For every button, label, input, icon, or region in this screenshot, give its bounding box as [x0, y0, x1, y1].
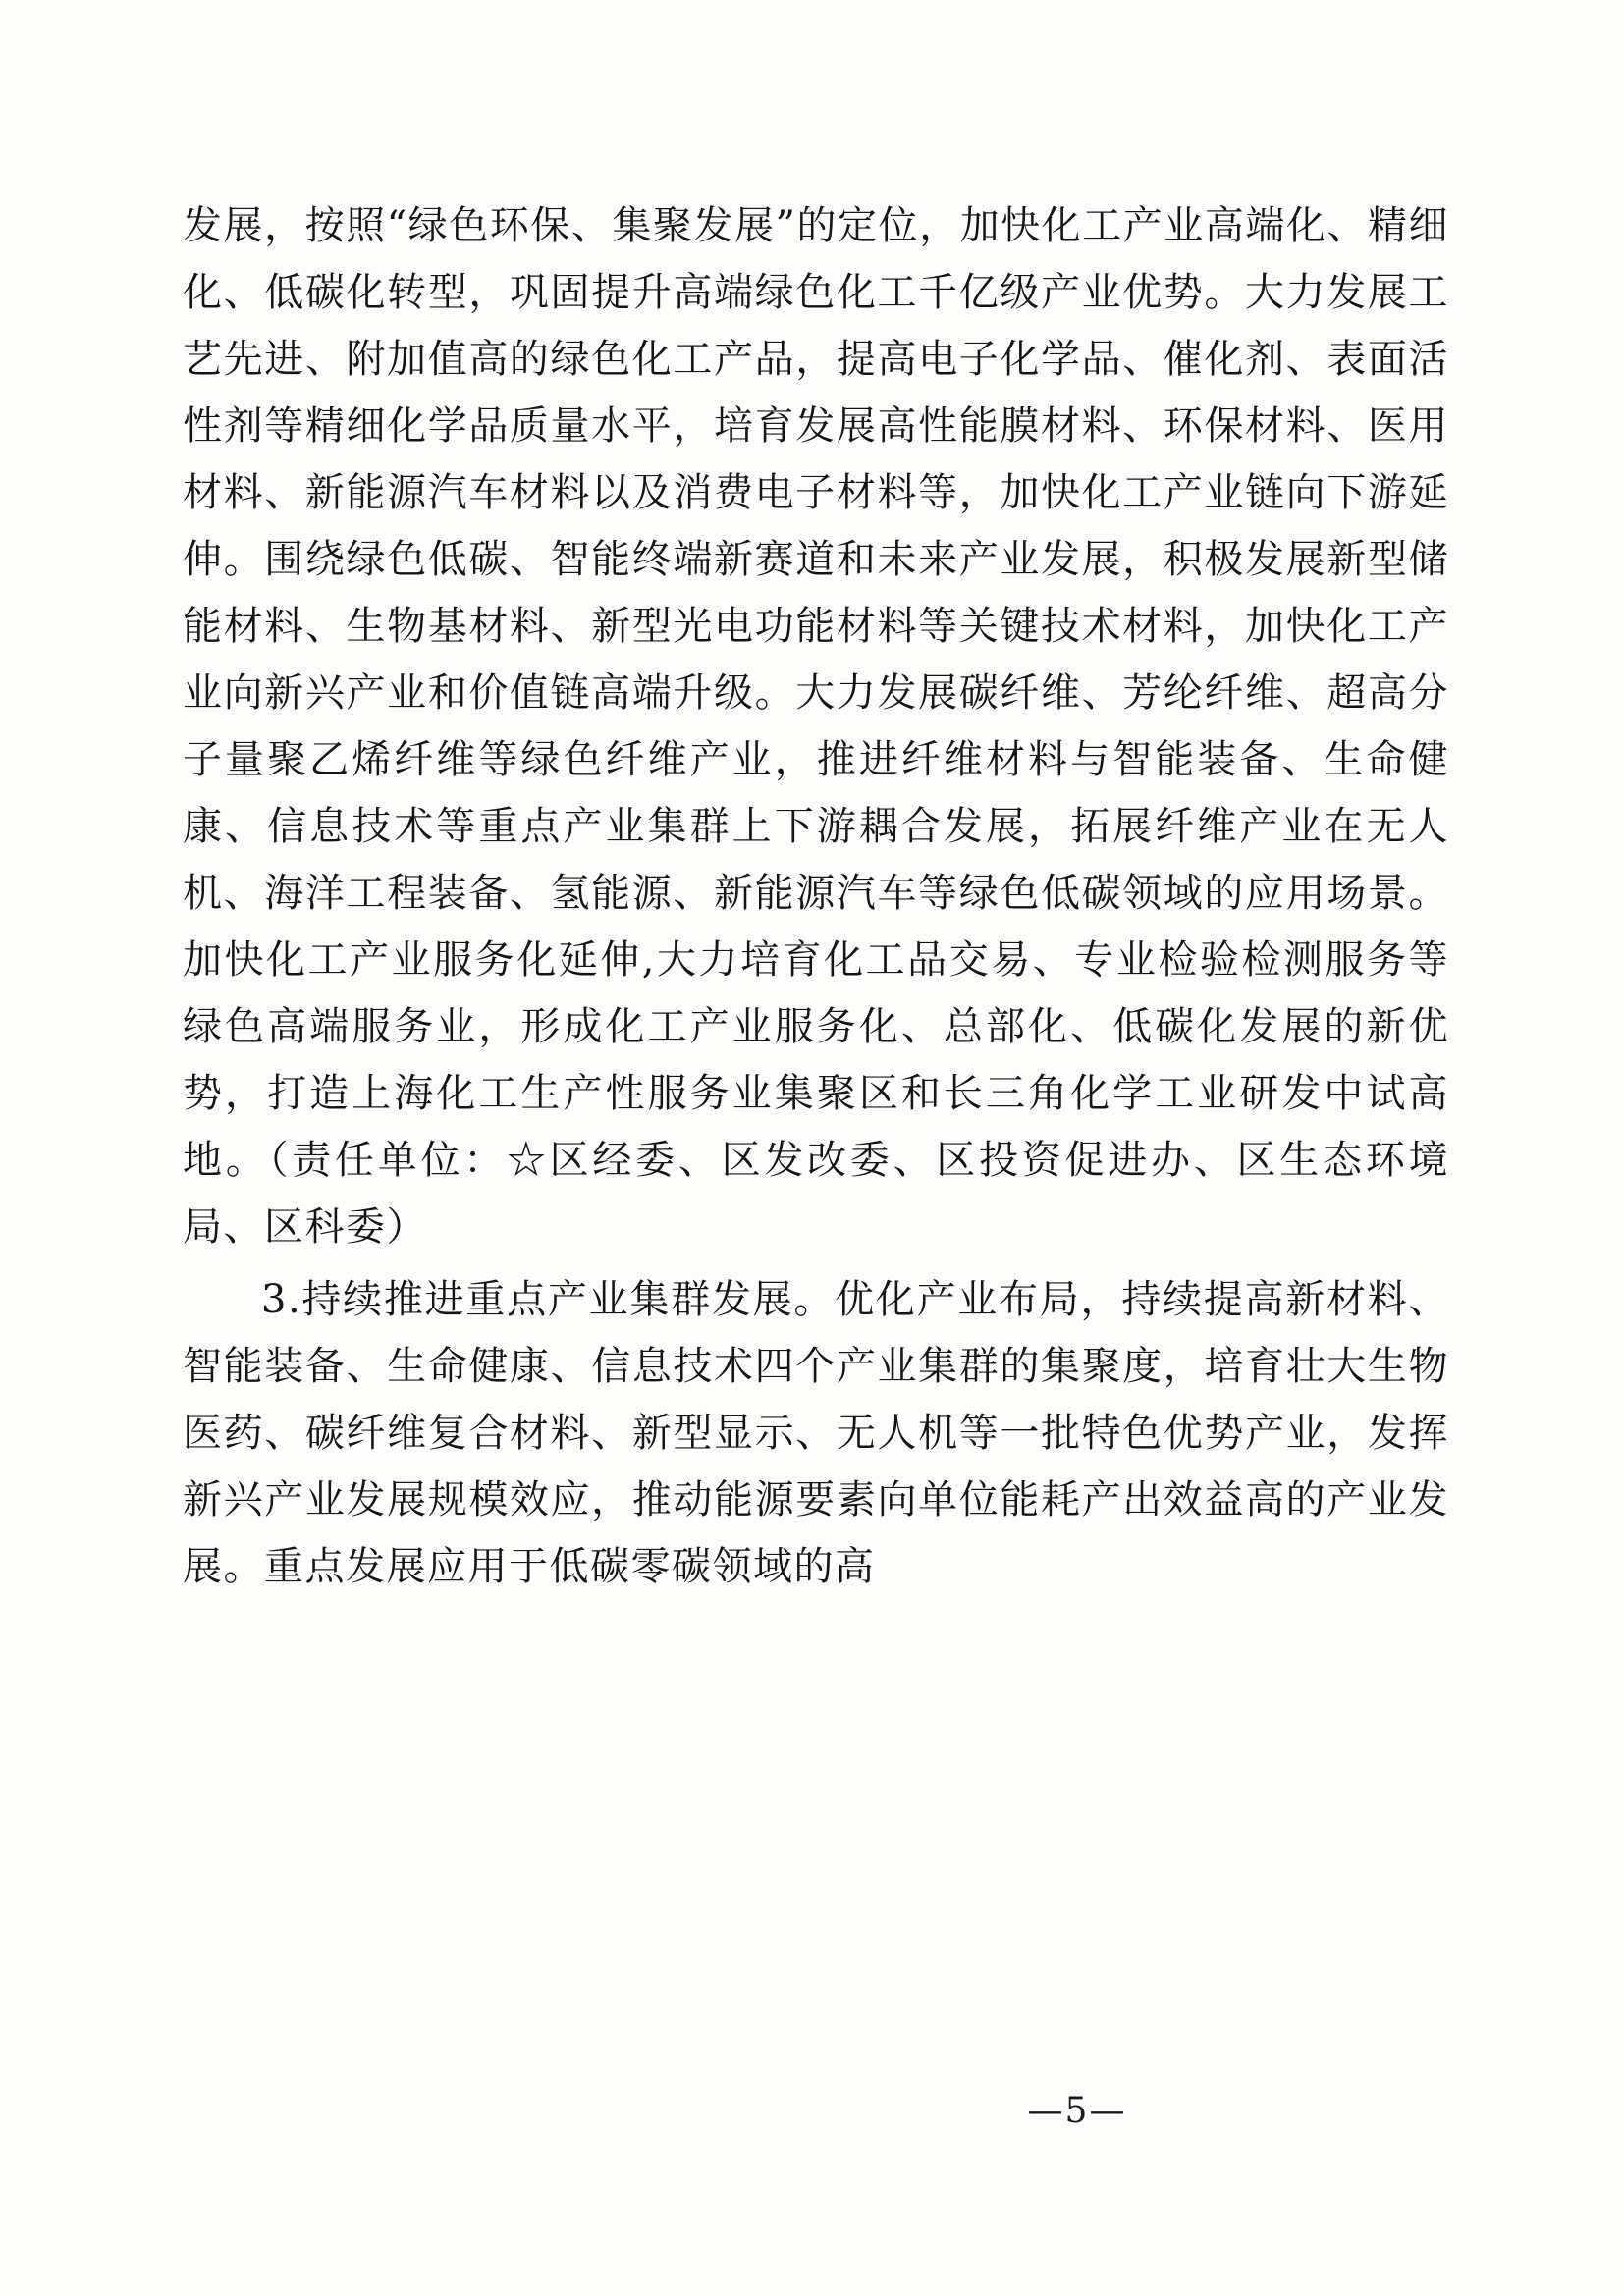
paragraph-item-3: 3.持续推进重点产业集群发展。优化产业布局，持续提高新材料、智能装备、生命健康、信息技术四个产业集群的集聚度，培育壮大生物医药、碳纤维复合材料、新型显示、无人机等一批特色优势产业，发挥新兴产业发展规模效应，推动能源要素向单位能耗产出效益高的产业发展。重点发展应用于低碳零碳领域的高: [183, 1277, 1449, 1589]
paragraph-continued: 发展，按照“绿色环保、集聚发展”的定位，加快化工产业高端化、精细化、低碳化转型，巩固提升高端绿色化工千亿级产业优势。大力发展工艺先进、附加值高的绿色化工产品，提高电子化学品、催化剂、表面活性剂等精细化学品质量水平，培育发展高性能膜材料、环保材料、医用材料、新能源汽车材料以及消费电子材料等，加快化工产业链向下游延伸。围绕绿色低碳、智能终端新赛道和未来产业发展，积极发展新型储能材料、生物基材料、新型光电功能材料等关键技术材料，加快化工产业向新兴产业和价值链高端升级。大力发展碳纤维、芳纶纤维、超高分子量聚乙烯纤维等绿色纤维产业，推进纤维材料与智能装备、生命健康、信息技术等重点产业集群上下游耦合发展，拓展纤维产业在无人机、海洋工程装备、氢能源、新能源汽车等绿色低碳领域的应用场景。加快化工产业服务化延伸,大力培育化工品交易、专业检验检测服务等绿色高端服务业，形成化工产业服务化、总部化、低碳化发展的新优势，打造上海化工生产性服务业集聚区和长三角化学工业研发中试高地。（责任单位：☆区经委、区发改委、区投资促进办、区生态环境局、区科委）: [183, 203, 1449, 1250]
page-number-text: —5—: [1027, 2091, 1127, 2131]
page-content: [183, 192, 1449, 1600]
page-number: [0, 2091, 1624, 2131]
